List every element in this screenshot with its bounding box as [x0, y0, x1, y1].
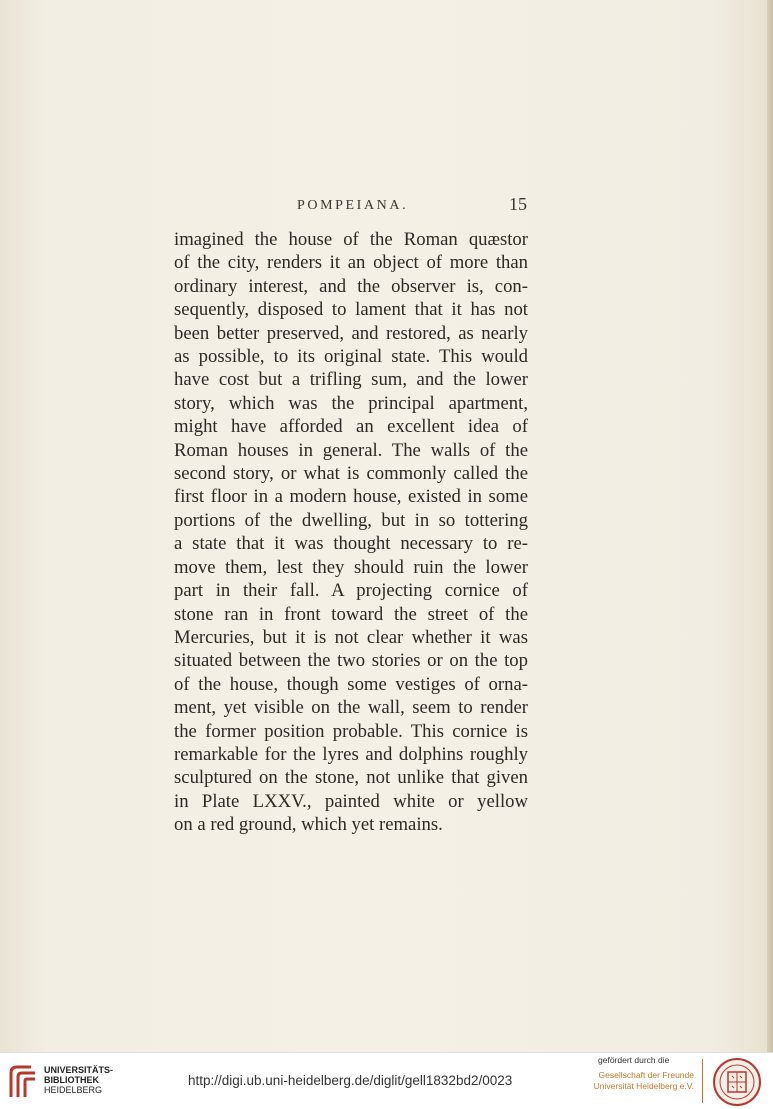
text-line: remarkable for the lyres and dolphins roughly [174, 743, 528, 765]
text-line: might have afforded an excellent idea of [174, 416, 528, 438]
footer-bar [0, 1052, 773, 1109]
text-line: as possible, to its original state. This would [174, 346, 528, 368]
text-line: of the house, though some vestiges of orna- [174, 673, 528, 695]
page-edge [767, 0, 773, 1052]
text-line: in Plate LXXV., painted white or yellow [174, 790, 528, 812]
text-line: situated between the two stories or on the top [174, 650, 528, 672]
footer-divider [702, 1059, 703, 1103]
running-title: POMPEIANA. [297, 198, 409, 213]
text-line: the former position probable. This cornice is [174, 720, 528, 742]
text-line: part in their fall. A projecting cornice of [174, 580, 528, 602]
university-seal-icon [711, 1057, 763, 1107]
text-line: first floor in a modern house, existed in some [174, 486, 528, 508]
body-text [174, 228, 528, 837]
text-line: second story, or what is commonly called the [174, 463, 528, 485]
text-line: portions of the dwelling, but in so tottering [174, 509, 528, 531]
library-name-line-2: BIBLIOTHEK [44, 1075, 99, 1085]
text-line: on a red ground, which yet remains. [174, 814, 443, 836]
library-logo-icon [7, 1063, 39, 1101]
permalink-url[interactable]: http://digi.ub.uni-heidelberg.de/diglit/gell1832bd2/0023 [188, 1073, 513, 1088]
text-line: Roman houses in general. The walls of the [174, 439, 528, 461]
text-line: ordinary interest, and the observer is, con- [174, 275, 528, 297]
text-line: a state that it was thought necessary to re- [174, 533, 528, 555]
text-line: sculptured on the stone, not unlike that given [174, 767, 528, 789]
page-number: 15 [509, 194, 527, 214]
text-line: have cost but a trifling sum, and the lower [174, 369, 528, 391]
text-line: sequently, disposed to lament that it has not [174, 299, 528, 321]
text-line: of the city, renders it an object of more than [174, 252, 528, 274]
text-line: story, which was the principal apartment, [174, 392, 528, 414]
text-line: been better preserved, and restored, as nearly [174, 322, 528, 344]
sponsor-line-2: Universität Heidelberg e.V. [593, 1081, 694, 1091]
funded-by-label: gefördert durch die [598, 1055, 670, 1065]
library-name-line-1: UNIVERSITÄTS- [44, 1065, 114, 1075]
text-line: ment, yet visible on the wall, seem to render [174, 697, 528, 719]
library-city: HEIDELBERG [44, 1085, 103, 1095]
running-head [175, 196, 527, 220]
text-line: stone ran in front toward the street of the [174, 603, 528, 625]
sponsor-name [590, 1070, 694, 1092]
text-line: move them, lest they should ruin the lower [174, 556, 528, 578]
sponsor-line-1: Gesellschaft der Freunde [598, 1070, 694, 1080]
text-line: imagined the house of the Roman quæstor [174, 229, 528, 250]
text-line: Mercuries, but it is not clear whether it was [174, 626, 528, 648]
library-name [44, 1065, 113, 1095]
